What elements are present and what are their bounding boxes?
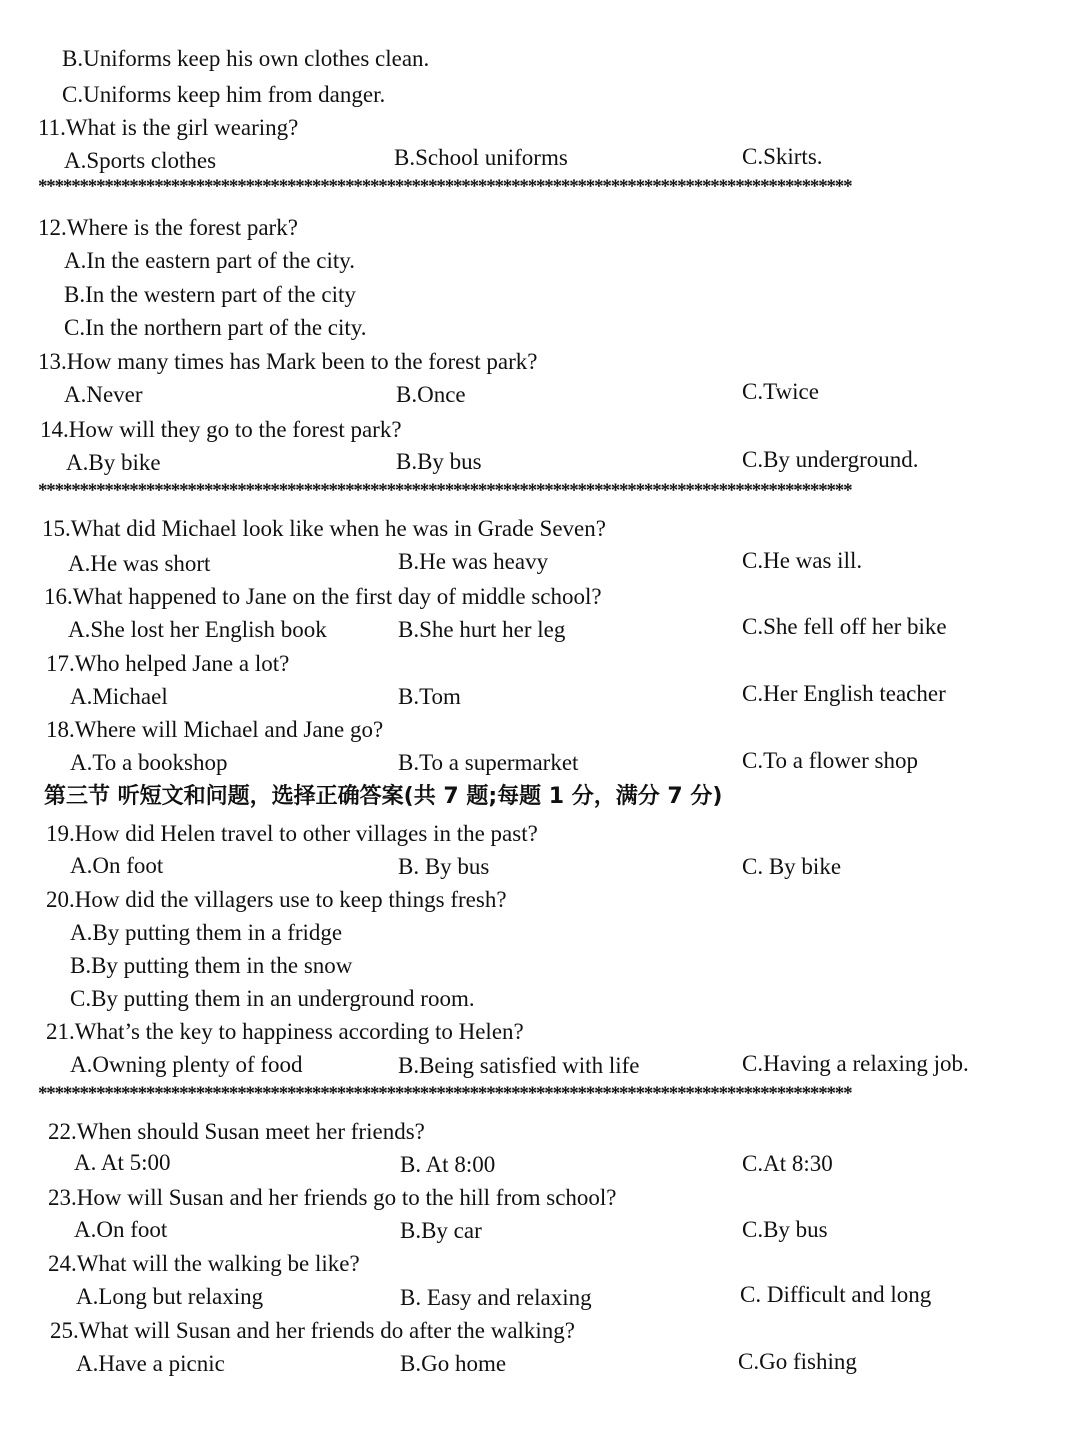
option-21a: A.Owning plenty of food (70, 1052, 303, 1077)
option-21b: B.Being satisfied with life (398, 1053, 640, 1078)
option-15b: B.He was heavy (398, 549, 549, 574)
question-13: 13.How many times has Mark been to the forest park? (38, 349, 538, 374)
question-22: 22.When should Susan meet her friends? (48, 1119, 425, 1144)
option-16c: C.She fell off her bike (742, 614, 947, 639)
option-24c: C. Difficult and long (740, 1282, 932, 1307)
option-19c: C. By bike (742, 854, 842, 879)
option-11a: A.Sports clothes (64, 148, 217, 173)
option-16a: A.She lost her English book (68, 617, 327, 642)
question-14: 14.How will they go to the forest park? (40, 417, 402, 442)
option-14b: B.By bus (396, 449, 482, 474)
option-10b: B.Uniforms keep his own clothes clean. (62, 46, 430, 71)
option-24a: A.Long but relaxing (76, 1284, 264, 1309)
option-20a: A.By putting them in a fridge (70, 920, 343, 945)
option-17c: C.Her English teacher (742, 681, 946, 706)
question-15: 15.What did Michael look like when he was in Grade Seven? (42, 516, 606, 541)
question-20: 20.How did the villagers use to keep things fresh? (46, 887, 507, 912)
option-20b: B.By putting them in the snow (70, 953, 353, 978)
option-12a: A.In the eastern part of the city. (64, 248, 356, 273)
option-21c: C.Having a relaxing job. (742, 1051, 969, 1076)
question-24: 24.What will the walking be like? (48, 1251, 360, 1276)
divider-2: ************************************************************************************************** (38, 481, 852, 501)
option-25a: A.Have a picnic (76, 1351, 225, 1376)
question-23: 23.How will Susan and her friends go to the hill from school? (48, 1185, 617, 1210)
question-18: 18.Where will Michael and Jane go? (46, 717, 384, 742)
option-23b: B.By car (400, 1218, 482, 1243)
option-23c: C.By bus (742, 1217, 828, 1242)
option-19a: A.On foot (70, 853, 164, 878)
option-15a: A.He was short (68, 551, 211, 576)
option-15c: C.He was ill. (742, 548, 863, 573)
option-12b: B.In the western part of the city (64, 282, 356, 307)
option-18a: A.To a bookshop (70, 750, 228, 775)
option-24b: B. Easy and relaxing (400, 1285, 592, 1310)
option-16b: B.She hurt her leg (398, 617, 566, 642)
option-11b: B.School uniforms (394, 145, 568, 170)
option-12c: C.In the northern part of the city. (64, 315, 367, 340)
question-19: 19.How did Helen travel to other villages in the past? (46, 821, 538, 846)
section-3-title: 第三节 听短文和问题，选择正确答案(共 7 题;每题 1 分，满分 7 分) (44, 784, 723, 809)
option-14c: C.By underground. (742, 447, 919, 472)
question-16: 16.What happened to Jane on the first day of middle school? (44, 584, 602, 609)
question-17: 17.Who helped Jane a lot? (46, 651, 290, 676)
option-14a: A.By bike (66, 450, 161, 475)
option-13c: C.Twice (742, 379, 819, 404)
option-23a: A.On foot (74, 1217, 168, 1242)
option-22b: B. At 8:00 (400, 1152, 496, 1177)
divider-1: ************************************************************************************************** (38, 177, 852, 197)
option-10c: C.Uniforms keep him from danger. (62, 82, 386, 107)
option-18c: C.To a flower shop (742, 748, 918, 773)
option-18b: B.To a supermarket (398, 750, 579, 775)
question-12: 12.Where is the forest park? (38, 215, 298, 240)
option-13b: B.Once (396, 382, 466, 407)
option-13a: A.Never (64, 382, 143, 407)
question-25: 25.What will Susan and her friends do after the walking? (50, 1318, 576, 1343)
question-11: 11.What is the girl wearing? (38, 115, 299, 140)
divider-3: ************************************************************************************************** (38, 1084, 852, 1104)
option-25c: C.Go fishing (738, 1349, 857, 1374)
option-19b: B. By bus (398, 854, 490, 879)
option-20c: C.By putting them in an underground room. (70, 986, 475, 1011)
option-22a: A. At 5:00 (74, 1150, 171, 1175)
option-25b: B.Go home (400, 1351, 507, 1376)
option-17a: A.Michael (70, 684, 168, 709)
option-11c: C.Skirts. (742, 144, 823, 169)
option-17b: B.Tom (398, 684, 461, 709)
question-21: 21.What’s the key to happiness according to Helen? (46, 1019, 524, 1044)
option-22c: C.At 8:30 (742, 1151, 833, 1176)
